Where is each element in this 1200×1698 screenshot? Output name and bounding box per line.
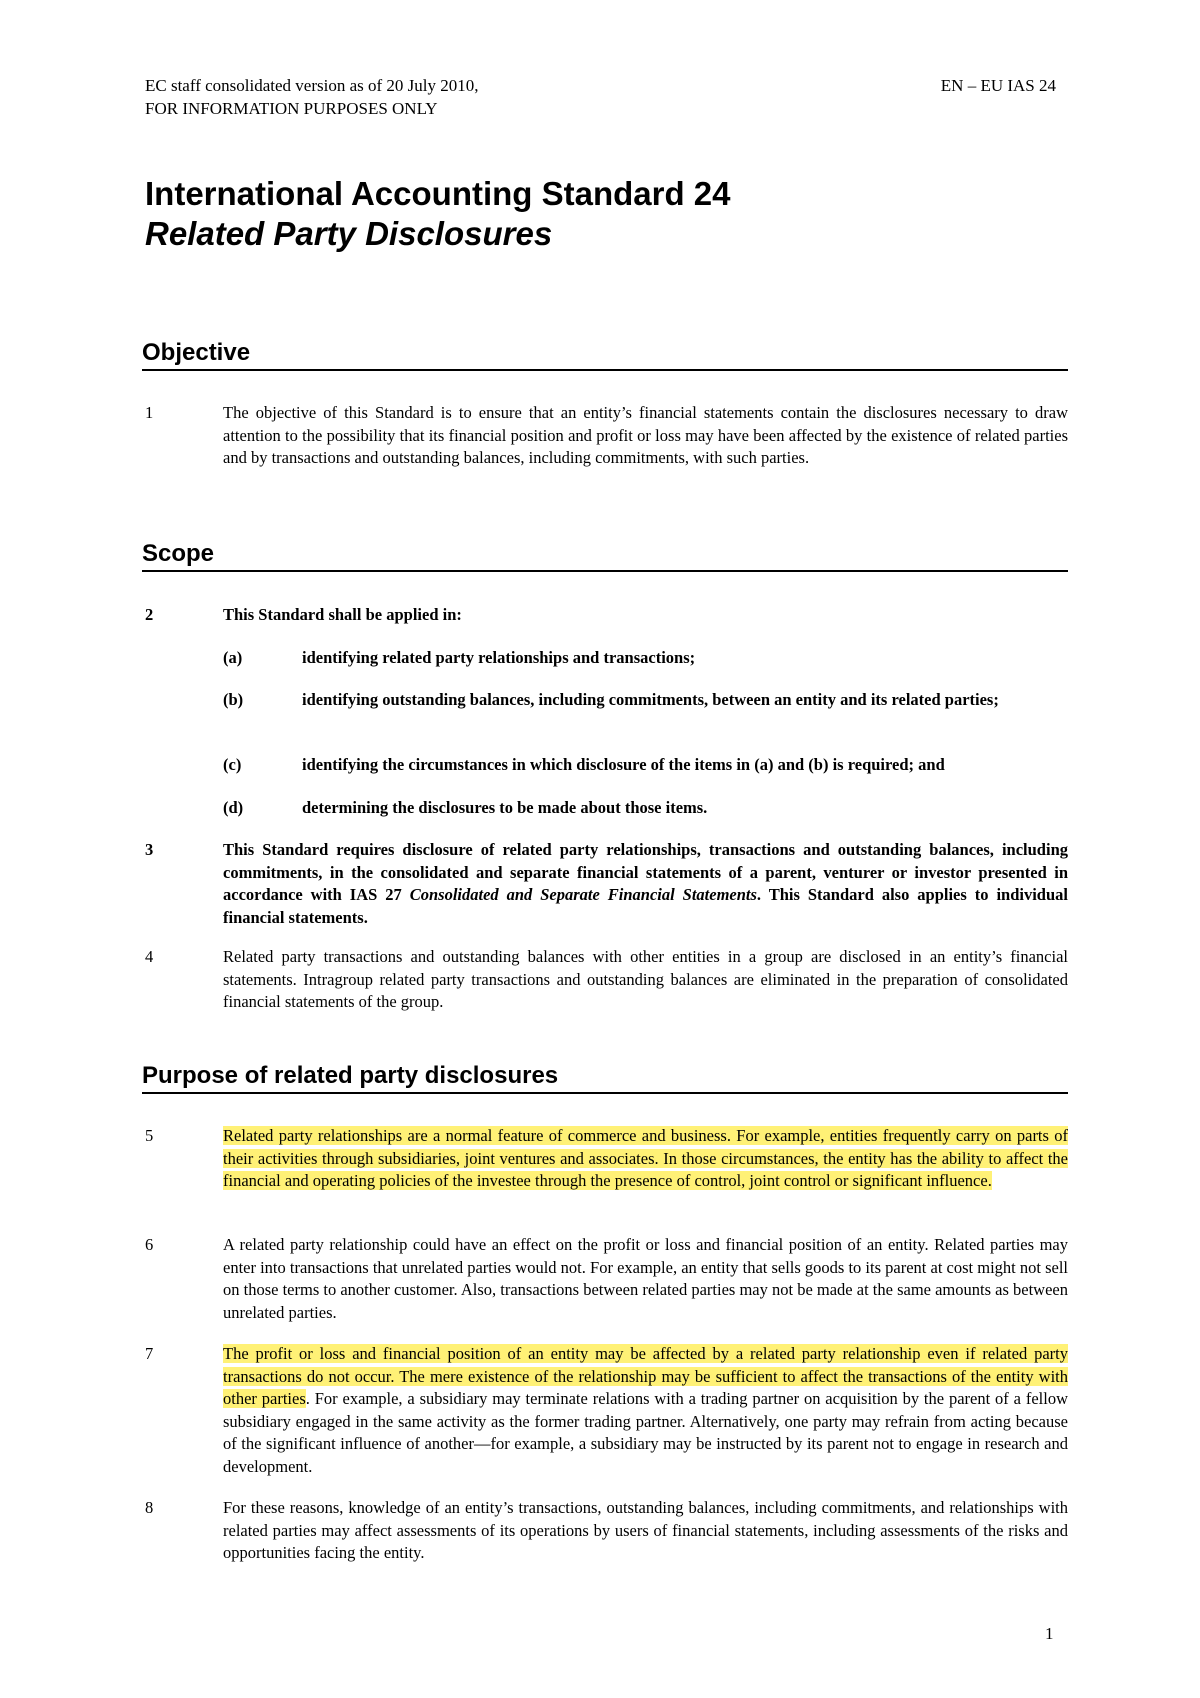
- section-heading-purpose: Purpose of related party disclosures: [142, 1061, 1068, 1094]
- header-purpose-line: FOR INFORMATION PURPOSES ONLY: [145, 99, 438, 118]
- paragraph-text: This Standard shall be applied in:: [223, 605, 462, 624]
- paragraph-text: A related party relationship could have an effect on the profit or loss and financial position of an entity. Related parties may enter into transactions that unrelated parties would not. For example, an entity that sells goods to its parent at cost might not sell on those terms to another customer. Also, transactions between related parties may not be made at the same amounts as between unrelated parties.: [223, 1235, 1068, 1322]
- list-item-text: identifying outstanding balances, including commitments, between an entity and its related parties;: [302, 690, 999, 709]
- section-heading-scope: Scope: [142, 539, 1068, 572]
- highlighted-text: The profit or loss and financial position of an entity may be affected by a related party relationship even if related party transactions do not occur. The mere existence of the relationship may be sufficient to affect the transactions of the entity with other parties: [223, 1344, 1068, 1408]
- paragraph-text: Related party transactions and outstanding balances with other entities in a group are disclosed in an entity’s financial statements. Intragroup related party transactions and outstanding balances are eliminated in the preparation of consolidated financial statements of the group.: [223, 947, 1068, 1011]
- paragraph-number: 3: [145, 840, 154, 859]
- list-item-c: [223, 754, 1068, 777]
- header-standard-ref: EN – EU IAS 24: [940, 76, 1056, 95]
- paragraph-number: 6: [145, 1235, 154, 1254]
- title-subtitle: Related Party Disclosures: [145, 215, 553, 252]
- title-main: International Accounting Standard 24: [145, 175, 731, 212]
- list-item-text: identifying the circumstances in which disclosure of the items in (a) and (b) is required; and: [302, 755, 945, 774]
- paragraph-text: For these reasons, knowledge of an entity’s transactions, outstanding balances, including commitments, and relationships with related parties may affect assessments of its operations by users of financial statements, including assessments of the risks and opportunities facing the entity.: [223, 1498, 1068, 1562]
- paragraph-2: [145, 604, 1068, 627]
- paragraph-3: [145, 839, 1068, 929]
- list-item-text: identifying related party relationships and transactions;: [302, 648, 696, 667]
- paragraph-5: [145, 1125, 1068, 1193]
- paragraph-text: [223, 1343, 1068, 1478]
- page-number: 1: [1045, 1624, 1054, 1643]
- list-item-b: [223, 689, 1068, 712]
- list-item-letter: (d): [223, 798, 244, 817]
- list-item-letter: (c): [223, 755, 242, 774]
- list-item-a: [223, 647, 1068, 670]
- list-item-text: determining the disclosures to be made about those items.: [302, 798, 708, 817]
- paragraph-text-part: . For example, a subsidiary may terminate relations with a trading partner on acquisition by the parent of a fellow subsidiary engaged in the same activity as the former trading partner. Alternatively, one party may refrain from acting because of the significant influence of another—for example, a subsidiary may be instructed by its parent not to engage in research and development.: [223, 1389, 1068, 1476]
- paragraph-text: [223, 1125, 1068, 1193]
- list-item-letter: (a): [223, 648, 243, 667]
- paragraph-number: 5: [145, 1126, 154, 1145]
- paragraph-text: [223, 839, 1068, 929]
- referenced-standard-title: Consolidated and Separate Financial Statements: [409, 885, 757, 904]
- paragraph-4: [145, 946, 1068, 1014]
- header-version-line: EC staff consolidated version as of 20 July 2010,: [145, 76, 479, 95]
- section-heading-objective: Objective: [142, 338, 1068, 371]
- paragraph-number: 8: [145, 1498, 154, 1517]
- list-item-letter: (b): [223, 690, 244, 709]
- paragraph-number: 4: [145, 947, 154, 966]
- paragraph-number: 2: [145, 605, 154, 624]
- paragraph-7: [145, 1343, 1068, 1478]
- paragraph-text-part: This Standard requires disclosure of related party relationships, transactions and outstanding balances, including commitments, in the consolidated and separate financial statements of a parent, venturer or investor presented in accordance with IAS 27: [223, 840, 1068, 904]
- paragraph-text: The objective of this Standard is to ensure that an entity’s financial statements contain the disclosures necessary to draw attention to the possibility that its financial position and profit or loss may have been affected by the existence of related parties and by transactions and outstanding balances, including commitments, with such parties.: [223, 403, 1068, 467]
- paragraph-text-part: . This Standard also applies to individual financial statements.: [223, 885, 1068, 927]
- highlighted-text: Related party relationships are a normal feature of commerce and business. For example, entities frequently carry on parts of their activities through subsidiaries, joint ventures and associates. In those circumstances, the entity has the ability to affect the financial and operating policies of the investee through the presence of control, joint control or significant influence.: [223, 1126, 1068, 1190]
- paragraph-1: [145, 402, 1068, 470]
- document-title: [145, 174, 731, 254]
- paragraph-6: [145, 1234, 1068, 1324]
- list-item-d: [223, 797, 1068, 820]
- paragraph-8: [145, 1497, 1068, 1565]
- document-header: [145, 74, 479, 120]
- paragraph-number: 1: [145, 403, 154, 422]
- paragraph-number: 7: [145, 1344, 154, 1363]
